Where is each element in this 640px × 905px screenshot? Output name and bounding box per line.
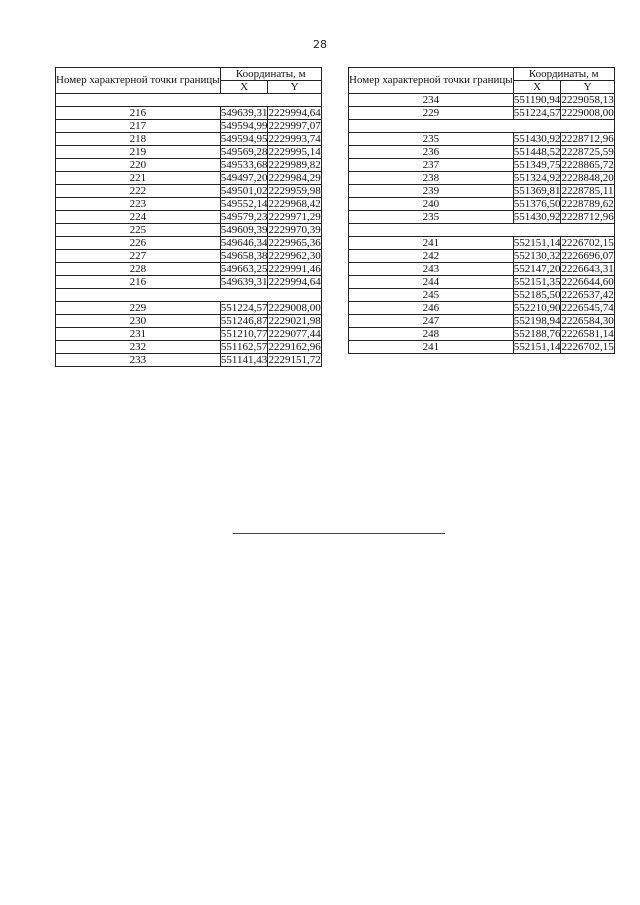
- x-coordinate-cell: 551448,52: [513, 145, 561, 158]
- table-row: [349, 315, 615, 328]
- x-coordinate-cell: 552147,20: [513, 262, 561, 275]
- x-coordinate-cell: 549646,34: [220, 236, 268, 249]
- header-y: Y: [561, 81, 614, 94]
- y-coordinate-cell: 2229970,39: [268, 223, 321, 236]
- y-coordinate-cell: 2229994,64: [268, 106, 321, 119]
- point-number-cell: 216: [56, 276, 221, 289]
- point-number-cell: 229: [56, 302, 221, 315]
- table-row: [349, 263, 615, 276]
- header-coordinates: Координаты, м: [513, 68, 614, 81]
- y-coordinate-cell: 2229008,00: [268, 301, 321, 314]
- page-number: 28: [313, 38, 327, 51]
- y-coordinate-cell: 2229997,07: [268, 119, 321, 132]
- point-number-cell: 248: [349, 328, 514, 341]
- header-y: Y: [268, 81, 321, 94]
- point-number-cell: 241: [349, 237, 514, 250]
- x-coordinate-cell: 551349,75: [513, 158, 561, 171]
- table-row: [56, 159, 322, 172]
- point-number-cell: 228: [56, 263, 221, 276]
- separator-cell: [56, 94, 322, 107]
- table-row: [349, 146, 615, 159]
- y-coordinate-cell: 2229965,36: [268, 236, 321, 249]
- coordinates-table-right: [348, 67, 615, 354]
- y-coordinate-cell: 2229959,98: [268, 184, 321, 197]
- y-coordinate-cell: 2228712,96: [561, 132, 614, 145]
- separator-row: [56, 289, 322, 302]
- y-coordinate-cell: 2229993,74: [268, 132, 321, 145]
- table-row: [56, 172, 322, 185]
- table-row: [349, 328, 615, 341]
- point-number-cell: 232: [56, 341, 221, 354]
- point-number-cell: 244: [349, 276, 514, 289]
- x-coordinate-cell: 551141,43: [220, 353, 268, 366]
- y-coordinate-cell: 2228785,11: [561, 184, 614, 197]
- x-coordinate-cell: 549533,68: [220, 158, 268, 171]
- y-coordinate-cell: 2226702,15: [561, 236, 614, 249]
- table-row: [349, 94, 615, 107]
- table-row: [349, 341, 615, 354]
- table-row: [56, 276, 322, 289]
- x-coordinate-cell: 549639,31: [220, 106, 268, 119]
- table-body-left: [56, 94, 322, 367]
- point-number-cell: 245: [349, 289, 514, 302]
- y-coordinate-cell: 2228865,72: [561, 158, 614, 171]
- x-coordinate-cell: 551430,92: [513, 132, 561, 145]
- point-number-cell: 235: [349, 211, 514, 224]
- y-coordinate-cell: 2226696,07: [561, 249, 614, 262]
- point-number-cell: 218: [56, 133, 221, 146]
- y-coordinate-cell: 2226537,42: [561, 288, 614, 301]
- table-row: [56, 354, 322, 367]
- table-row: [56, 341, 322, 354]
- x-coordinate-cell: 552151,14: [513, 340, 561, 353]
- y-coordinate-cell: 2228712,96: [561, 210, 614, 223]
- table-row: [56, 263, 322, 276]
- x-coordinate-cell: 549609,39: [220, 223, 268, 236]
- point-number-cell: 247: [349, 315, 514, 328]
- y-coordinate-cell: 2226584,30: [561, 314, 614, 327]
- separator-row: [56, 94, 322, 107]
- table-row: [349, 250, 615, 263]
- header-point-number: Номер характерной точки границы: [56, 68, 221, 94]
- x-coordinate-cell: 552151,14: [513, 236, 561, 249]
- separator-cell: [56, 289, 322, 302]
- x-coordinate-cell: 551190,94: [513, 93, 561, 106]
- x-coordinate-cell: 552188,76: [513, 327, 561, 340]
- point-number-cell: 226: [56, 237, 221, 250]
- header-x: X: [513, 81, 561, 94]
- y-coordinate-cell: 2226581,14: [561, 327, 614, 340]
- point-number-cell: 240: [349, 198, 514, 211]
- y-coordinate-cell: 2229162,96: [268, 340, 321, 353]
- y-coordinate-cell: 2228725,59: [561, 145, 614, 158]
- x-coordinate-cell: 549658,38: [220, 249, 268, 262]
- x-coordinate-cell: 549501,02: [220, 184, 268, 197]
- x-coordinate-cell: 551430,92: [513, 210, 561, 223]
- header-coordinates: Координаты, м: [220, 68, 321, 81]
- table-row: [56, 146, 322, 159]
- x-coordinate-cell: 549579,23: [220, 210, 268, 223]
- y-coordinate-cell: 2229008,00: [561, 106, 614, 119]
- y-coordinate-cell: 2229058,13: [561, 93, 614, 106]
- y-coordinate-cell: 2229021,98: [268, 314, 321, 327]
- header-x: X: [220, 81, 268, 94]
- x-coordinate-cell: 549497,20: [220, 171, 268, 184]
- y-coordinate-cell: 2229962,30: [268, 249, 321, 262]
- point-number-cell: 221: [56, 172, 221, 185]
- table-row: [56, 302, 322, 315]
- table-row: [349, 276, 615, 289]
- point-number-cell: 243: [349, 263, 514, 276]
- x-coordinate-cell: 551224,57: [220, 301, 268, 314]
- x-coordinate-cell: 551224,57: [513, 106, 561, 119]
- table-row: [56, 198, 322, 211]
- separator-cell: [349, 224, 615, 237]
- x-coordinate-cell: 551162,57: [220, 340, 268, 353]
- table-row: [56, 211, 322, 224]
- y-coordinate-cell: 2229989,82: [268, 158, 321, 171]
- point-number-cell: 239: [349, 185, 514, 198]
- point-number-cell: 229: [349, 107, 514, 120]
- table-row: [56, 133, 322, 146]
- table-row: [349, 133, 615, 146]
- table-row: [349, 159, 615, 172]
- x-coordinate-cell: 549594,99: [220, 119, 268, 132]
- x-coordinate-cell: 549594,95: [220, 132, 268, 145]
- x-coordinate-cell: 552151,35: [513, 275, 561, 288]
- point-number-cell: 241: [349, 341, 514, 354]
- y-coordinate-cell: 2229994,64: [268, 275, 321, 288]
- point-number-cell: 231: [56, 328, 221, 341]
- table-row: [349, 302, 615, 315]
- point-number-cell: 237: [349, 159, 514, 172]
- y-coordinate-cell: 2229984,29: [268, 171, 321, 184]
- y-coordinate-cell: 2228848,20: [561, 171, 614, 184]
- x-coordinate-cell: 551246,87: [220, 314, 268, 327]
- point-number-cell: 216: [56, 107, 221, 120]
- x-coordinate-cell: 552185,50: [513, 288, 561, 301]
- footer-divider: [233, 533, 445, 534]
- table-row: [349, 211, 615, 224]
- table-row: [56, 120, 322, 133]
- separator-row: [349, 120, 615, 133]
- x-coordinate-cell: 551376,50: [513, 197, 561, 210]
- point-number-cell: 234: [349, 94, 514, 107]
- point-number-cell: 223: [56, 198, 221, 211]
- y-coordinate-cell: 2226702,15: [561, 340, 614, 353]
- header-point-number: Номер характерной точки границы: [349, 68, 514, 94]
- table-row: [56, 185, 322, 198]
- y-coordinate-cell: 2229971,29: [268, 210, 321, 223]
- point-number-cell: 220: [56, 159, 221, 172]
- point-number-cell: 246: [349, 302, 514, 315]
- y-coordinate-cell: 2228789,62: [561, 197, 614, 210]
- point-number-cell: 238: [349, 172, 514, 185]
- separator-row: [349, 224, 615, 237]
- x-coordinate-cell: 552198,94: [513, 314, 561, 327]
- table-row: [56, 328, 322, 341]
- point-number-cell: 233: [56, 354, 221, 367]
- table-row: [349, 172, 615, 185]
- point-number-cell: 227: [56, 250, 221, 263]
- table-row: [349, 107, 615, 120]
- point-number-cell: 219: [56, 146, 221, 159]
- point-number-cell: 235: [349, 133, 514, 146]
- x-coordinate-cell: 549639,31: [220, 275, 268, 288]
- point-number-cell: 230: [56, 315, 221, 328]
- y-coordinate-cell: 2229995,14: [268, 145, 321, 158]
- x-coordinate-cell: 552210,90: [513, 301, 561, 314]
- point-number-cell: 225: [56, 224, 221, 237]
- y-coordinate-cell: 2229077,44: [268, 327, 321, 340]
- y-coordinate-cell: 2229991,46: [268, 262, 321, 275]
- y-coordinate-cell: 2229968,42: [268, 197, 321, 210]
- separator-cell: [349, 120, 615, 133]
- table-row: [56, 315, 322, 328]
- y-coordinate-cell: 2229151,72: [268, 353, 321, 366]
- table-row: [56, 250, 322, 263]
- table-row: [349, 237, 615, 250]
- y-coordinate-cell: 2226644,60: [561, 275, 614, 288]
- x-coordinate-cell: 551369,81: [513, 184, 561, 197]
- table-row: [56, 224, 322, 237]
- x-coordinate-cell: 551324,92: [513, 171, 561, 184]
- table-row: [349, 198, 615, 211]
- x-coordinate-cell: 549569,28: [220, 145, 268, 158]
- table-row: [56, 107, 322, 120]
- table-body-right: [349, 94, 615, 354]
- x-coordinate-cell: 551210,77: [220, 327, 268, 340]
- y-coordinate-cell: 2226643,31: [561, 262, 614, 275]
- point-number-cell: 217: [56, 120, 221, 133]
- coordinates-table-left: [55, 67, 322, 367]
- table-row: [349, 185, 615, 198]
- y-coordinate-cell: 2226545,74: [561, 301, 614, 314]
- table-row: [56, 237, 322, 250]
- point-number-cell: 236: [349, 146, 514, 159]
- point-number-cell: 224: [56, 211, 221, 224]
- x-coordinate-cell: 552130,32: [513, 249, 561, 262]
- point-number-cell: 222: [56, 185, 221, 198]
- x-coordinate-cell: 549552,14: [220, 197, 268, 210]
- x-coordinate-cell: 549663,25: [220, 262, 268, 275]
- table-row: [349, 289, 615, 302]
- point-number-cell: 242: [349, 250, 514, 263]
